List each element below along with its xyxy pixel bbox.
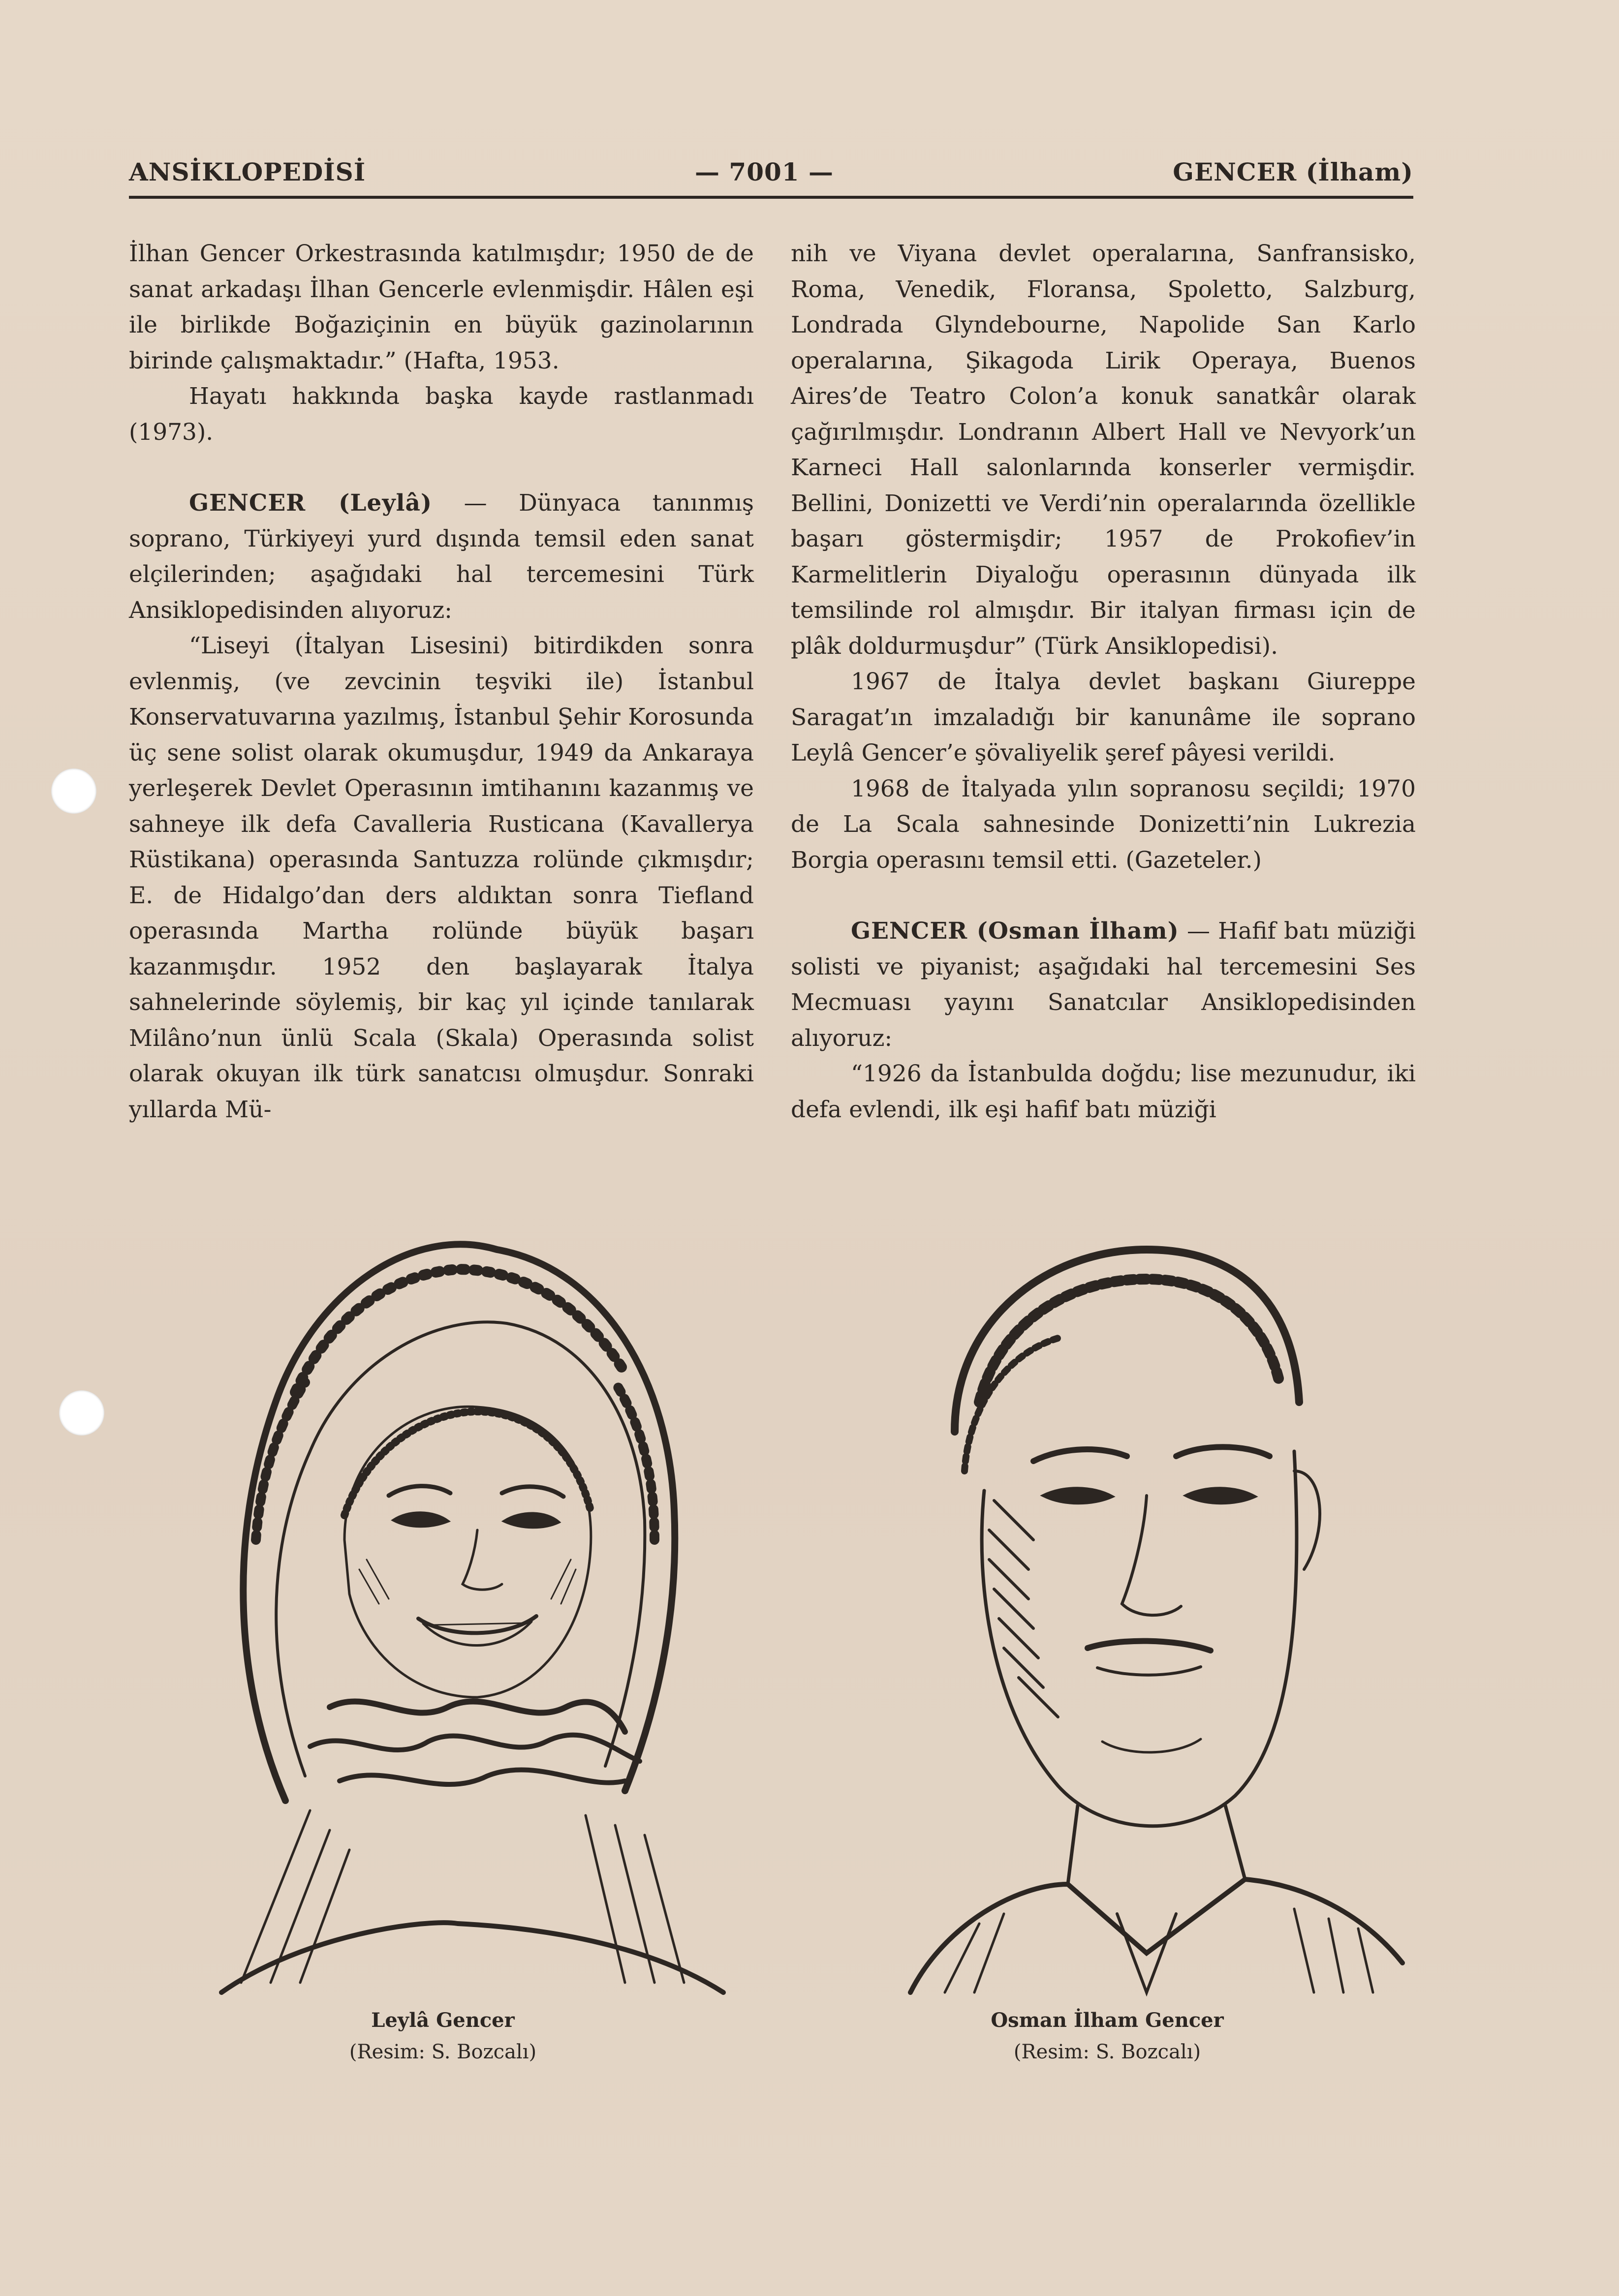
entry-text: — Hafif batı müziği solisti ve piyanist; aşağıdaki hal tercemesini Ses Mecmuası yayını Sanatcılar Ansiklopedisinden alıyoruz: bbox=[791, 918, 1416, 1052]
portrait-osman-ilham-gencer bbox=[871, 1195, 1427, 1997]
page-number: — 7001 — bbox=[695, 157, 834, 186]
header-entry-title: GENCER (İlham) bbox=[1173, 157, 1413, 186]
paragraph: 1967 de İtalya devlet başkanı Giureppe Saragat’ın imzaladığı bir kanunâme ile soprano Leylâ Gencer’e şövaliyelik şeref pâyesi verildi. bbox=[791, 668, 1416, 766]
paragraph: “Liseyi (İtalyan Lisesini) bitirdikden sonra evlenmiş, (ve zevcinin teşviki ile) İstanbul Konservatuvarına yazılmış, İstanbul Şehir Korosunda üç sene solist olarak okumuşdur, 1949 da Ankaraya yerleşerek Devlet Operasının imtihanını kazanmış ve sahneye ilk defa Cavalleria Rusticana (Kavallerya Rüstikana) operasında Santuzza rolünde çıkmışdır; E. de Hidalgo’dan ders aldıktan sonra Tiefland operasında Martha rolünde büyük başarı kazanmışdır. 1952 den başlayarak İtalya sahnelerinde söylemiş, bir kaç yıl içinde tanılarak Milâno’nun ünlü Scala (Skala) Operasında solist olarak okuyan ilk türk sanatcısı olmuşdur. Sonraki yıllarda Mü- bbox=[129, 632, 754, 1123]
portrait-drawing bbox=[182, 1195, 738, 1997]
caption-name: Osman İlham Gencer bbox=[991, 2009, 1224, 2032]
paragraph: İlhan Gencer Orkestrasında katılmışdır; 1950 de de sanat arkadaşı İlhan Gencerle evlenmişdir. Hâlen eşi ile birlikde Boğaziçinin en büyük gazinolarının birinde çalışmaktadır.” (Hafta, 1953. bbox=[129, 240, 754, 374]
caption-credit: (Resim: S. Bozcalı) bbox=[1013, 2041, 1201, 2063]
entry-text: — Dünyaca tanınmış soprano, Türkiyeyi yurd dışında temsil eden sanat elçilerinden; aşağıdaki hal tercemesini Türk Ansiklopedisinden alıyoruz: bbox=[129, 490, 754, 624]
entry-leyla bbox=[129, 486, 754, 628]
header-section-title: ANSİKLOPEDİSİ bbox=[129, 157, 366, 186]
caption-credit: (Resim: S. Bozcalı) bbox=[349, 2041, 537, 2063]
left-column bbox=[129, 236, 754, 1128]
paragraph: “1926 da İstanbulda doğdu; lise mezunudur, iki defa evlendi, ilk eşi hafif batı müziği bbox=[791, 1060, 1416, 1123]
paragraph: Hayatı hakkında başka kayde rastlanmadı (1973). bbox=[129, 383, 754, 446]
punch-hole-upper bbox=[51, 768, 96, 814]
paragraph: nih ve Viyana devlet operalarına, Sanfransisko, Roma, Venedik, Floransa, Spoletto, Salzburg, Londrada Glyndebourne, Napolide San Karlo operalarına, Şikagoda Lirik Operaya, Buenos Aires’de Teatro Colon’a konuk sanatkâr olarak çağırılmışdır. Londranın Albert Hall ve Nevyork’un Karneci Hall salonlarında konserler vermişdir. Bellini, Donizetti ve Verdi’nin operalarında özellikle başarı göstermişdir; 1957 de Prokofiev’in Karmelitlerin Diyaloğu operasının dünyada ilk temsilinde rol almışdır. Bir italyan firması için de plâk doldurmuşdur” (Türk Ansiklopedisi). bbox=[791, 240, 1416, 660]
portrait-leyla-gencer bbox=[182, 1195, 738, 1997]
portrait-drawing bbox=[871, 1195, 1427, 1997]
caption-name: Leylâ Gencer bbox=[371, 2009, 515, 2032]
caption-osman bbox=[930, 2005, 1284, 2068]
entry-osman bbox=[791, 914, 1416, 1056]
punch-hole-lower bbox=[59, 1390, 104, 1436]
paragraph: 1968 de İtalyada yılın sopranosu seçildi; 1970 de La Scala sahnesinde Donizetti’nin Lukrezia Borgia operasını temsil etti. (Gazeteler.) bbox=[791, 775, 1416, 874]
entry-heading: GENCER (Leylâ) bbox=[189, 490, 433, 517]
right-column bbox=[791, 236, 1416, 1128]
caption-leyla bbox=[273, 2005, 613, 2068]
header-rule bbox=[129, 196, 1413, 199]
page-header bbox=[129, 157, 1413, 192]
entry-heading: GENCER (Osman İlham) bbox=[851, 918, 1179, 945]
